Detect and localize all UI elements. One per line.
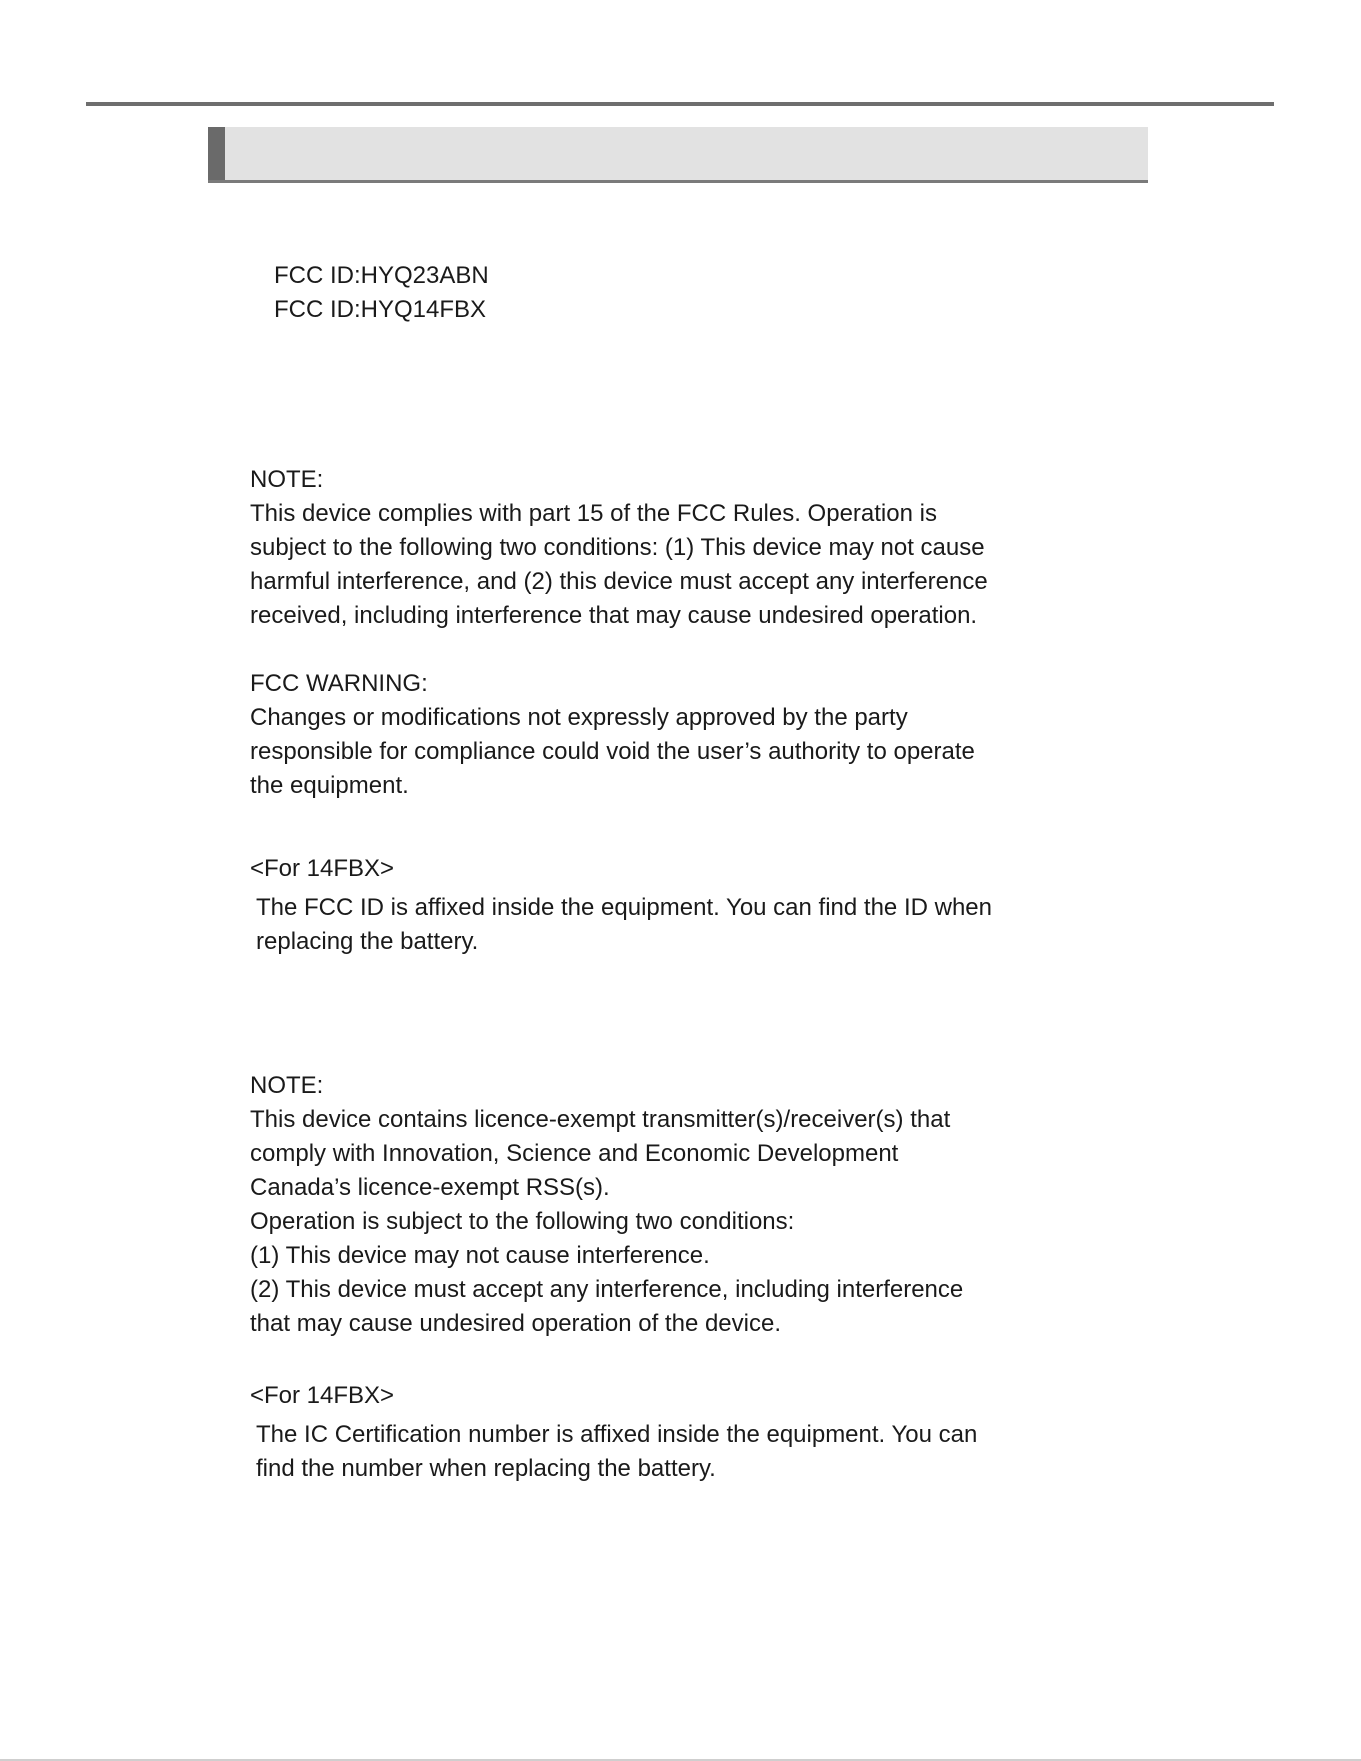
ic-14fbx-line: find the number when replacing the battery. bbox=[256, 1455, 716, 1482]
section-header-bar bbox=[208, 127, 1148, 183]
top-rule bbox=[86, 102, 1274, 106]
ic-note-heading: NOTE: bbox=[250, 1072, 324, 1099]
fcc-warning-line: the equipment. bbox=[250, 772, 409, 799]
ic-note-line: (1) This device may not cause interference. bbox=[250, 1242, 710, 1269]
fcc-id: FCC ID:HYQ14FBX bbox=[274, 296, 487, 323]
fcc-14fbx-heading-block bbox=[250, 852, 394, 886]
header-accent bbox=[208, 127, 225, 180]
fcc-14fbx-line: The FCC ID is affixed inside the equipment. You can find the ID when bbox=[256, 894, 992, 921]
fcc-warning-line: Changes or modifications not expressly approved by the party bbox=[250, 704, 908, 731]
fcc-warning-line: responsible for compliance could void the user’s authority to operate bbox=[250, 738, 975, 765]
fcc-note bbox=[250, 463, 988, 633]
ic-note-line: that may cause undesired operation of the device. bbox=[250, 1310, 781, 1337]
ic-14fbx bbox=[256, 1418, 977, 1486]
ic-14fbx-heading: <For 14FBX> bbox=[250, 1382, 395, 1409]
fcc-14fbx bbox=[256, 891, 992, 959]
ic-note bbox=[250, 1069, 963, 1341]
ic-note-line: comply with Innovation, Science and Economic Development bbox=[250, 1140, 899, 1167]
ic-14fbx-line: The IC Certification number is affixed inside the equipment. You can bbox=[256, 1421, 978, 1448]
fcc-14fbx-line: replacing the battery. bbox=[256, 928, 479, 955]
ic-14fbx-heading-block bbox=[250, 1379, 394, 1413]
ic-note-line: Canada’s licence-exempt RSS(s). bbox=[250, 1174, 610, 1201]
ic-note-line: This device contains licence-exempt transmitter(s)/receiver(s) that bbox=[250, 1106, 951, 1133]
ic-note-line: (2) This device must accept any interference, including interference bbox=[250, 1276, 964, 1303]
fcc-id-list bbox=[274, 259, 489, 327]
fcc-note-line: received, including interference that may cause undesired operation. bbox=[250, 602, 978, 629]
fcc-note-line: This device complies with part 15 of the FCC Rules. Operation is bbox=[250, 500, 937, 527]
fcc-warning bbox=[250, 667, 975, 803]
fcc-note-line: harmful interference, and (2) this device must accept any interference bbox=[250, 568, 988, 595]
fcc-id: FCC ID:HYQ23ABN bbox=[274, 262, 489, 289]
fcc-14fbx-heading: <For 14FBX> bbox=[250, 855, 395, 882]
fcc-warning-heading: FCC WARNING: bbox=[250, 670, 428, 697]
fcc-note-line: subject to the following two conditions: (1) This device may not cause bbox=[250, 534, 985, 561]
ic-note-line: Operation is subject to the following two conditions: bbox=[250, 1208, 795, 1235]
fcc-note-heading: NOTE: bbox=[250, 466, 324, 493]
